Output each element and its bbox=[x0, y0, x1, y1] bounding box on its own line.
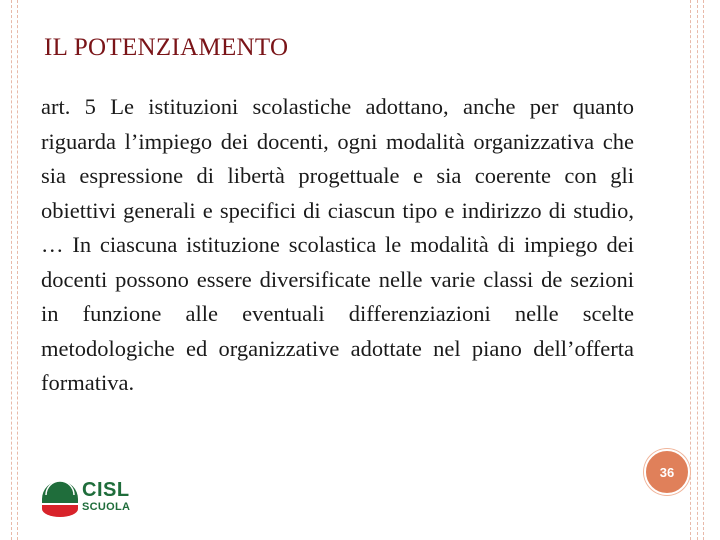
cisl-logo-icon bbox=[40, 477, 80, 517]
slide-body-text: art. 5 Le istituzioni scolastiche adottano, anche per quanto riguarda l’impiego dei docenti, ogni modalità organizzativa che sia espressione di libertà progettuale e sia coerente con gli obiettivi generali e specifici di ciascun tipo e indirizzo di studio, … In ciascuna istituzione scolastica le modalità di impiego dei docenti possono essere diversificate nelle varie classi de sezioni in funzione alle eventuali differenziazioni nelle scelte metodologiche ed organizzative adottate nel piano dell’offerta formativa. bbox=[41, 94, 634, 395]
frame-line-left-outer bbox=[11, 0, 12, 540]
frame-line-right-1 bbox=[690, 0, 691, 540]
frame-line-left-inner bbox=[17, 0, 18, 540]
slide-title: IL POTENZIAMENTO bbox=[44, 34, 289, 61]
frame-line-right-2 bbox=[697, 0, 698, 540]
cisl-scuola-logo bbox=[40, 477, 150, 517]
logo-wordmark: CISL bbox=[82, 479, 130, 501]
page-number-badge: 36 bbox=[644, 449, 690, 495]
frame-line-right-3 bbox=[703, 0, 704, 540]
logo-subtitle: SCUOLA bbox=[82, 501, 131, 513]
